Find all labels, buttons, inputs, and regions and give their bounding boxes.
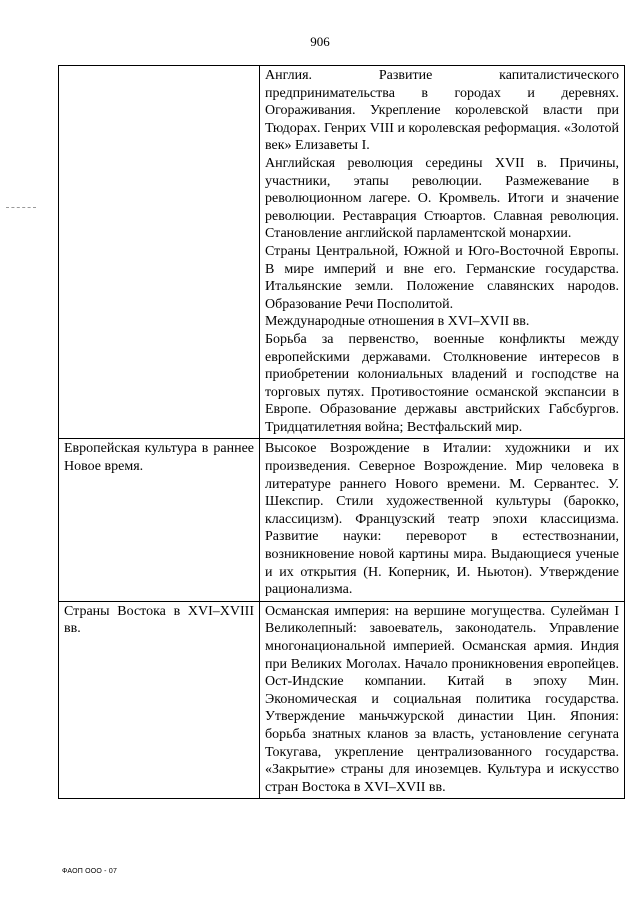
topic-cell — [59, 66, 260, 439]
table-row — [59, 66, 625, 439]
content-cell — [260, 66, 625, 439]
content-paragraph: Страны Центральной, Южной и Юго-Восточной Европы. В мире империй и вне его. Германские государства. Итальянские земли. Положение славянских народов. Образование Речи Посполитой. — [265, 243, 619, 312]
content-paragraph: Борьба за первенство, военные конфликты между европейскими державами. Столкновение интересов в приобретении колониальных владений и господстве на торговых путях. Противостояние османской экспансии в Европе. Образование державы австрийских Габсбургов. Тридцатилетняя война; Вестфальский мир. — [265, 331, 619, 435]
margin-scan-mark — [6, 207, 36, 210]
topic-cell: Страны Востока в XVI–XVIII вв. — [59, 601, 260, 799]
topic-cell: Европейская культура в раннее Новое время. — [59, 439, 260, 601]
table-row — [59, 439, 625, 601]
content-cell — [260, 439, 625, 601]
document-footer-code: ФАОП ООО - 07 — [62, 868, 118, 875]
content-paragraph: Международные отношения в XVI–XVII вв. — [265, 314, 530, 330]
content-paragraph: Османская империя: на вершине могущества. Сулейман I Великолепный: завоеватель, законодатель. Управление многонациональной империей. Османская армия. Индия при Великих Моголах. Начало проникновения европейцев. Ост-Индские компании. Китай в эпоху Мин. Экономическая и социальная политика государства. Утверждение маньчжурской династии Цин. Япония: борьба знатных кланов за власть, установление сегуната Токугава, укрепление централизованного государства. «Закрытие» страны для иноземцев. Культура и искусство стран Востока в XVI–XVII вв. — [265, 603, 619, 795]
page-number: 906 — [310, 34, 330, 49]
content-paragraph: Высокое Возрождение в Италии: художники и их произведения. Северное Возрождение. Мир человека в литературе раннего Нового времени. М. Сервантес. У. Шекспир. Стили художественной культуры (барокко, классицизм). Французский театр эпохи классицизма. Развитие науки: переворот в естествознании, возникновение новой картины мира. Выдающиеся ученые и их открытия (Н. Коперник, И. Ньютон). Утверждение рационализма. — [265, 441, 619, 598]
table-row — [59, 601, 625, 799]
content-paragraph: Английская революция середины XVII в. Причины, участники, этапы революции. Размежевание в революционном лагере. О. Кромвель. Итоги и значение революции. Реставрация Стюартов. Славная революция. Становление английской парламентской монархии. — [265, 155, 619, 242]
content-paragraph: Англия. Развитие капиталистического предпринимательства в городах и деревнях. Огораживания. Укрепление королевской власти при Тюдорах. Генрих VIII и королевская реформация. «Золотой век» Елизаветы I. — [265, 68, 619, 154]
content-cell — [260, 601, 625, 799]
curriculum-table — [58, 65, 625, 799]
